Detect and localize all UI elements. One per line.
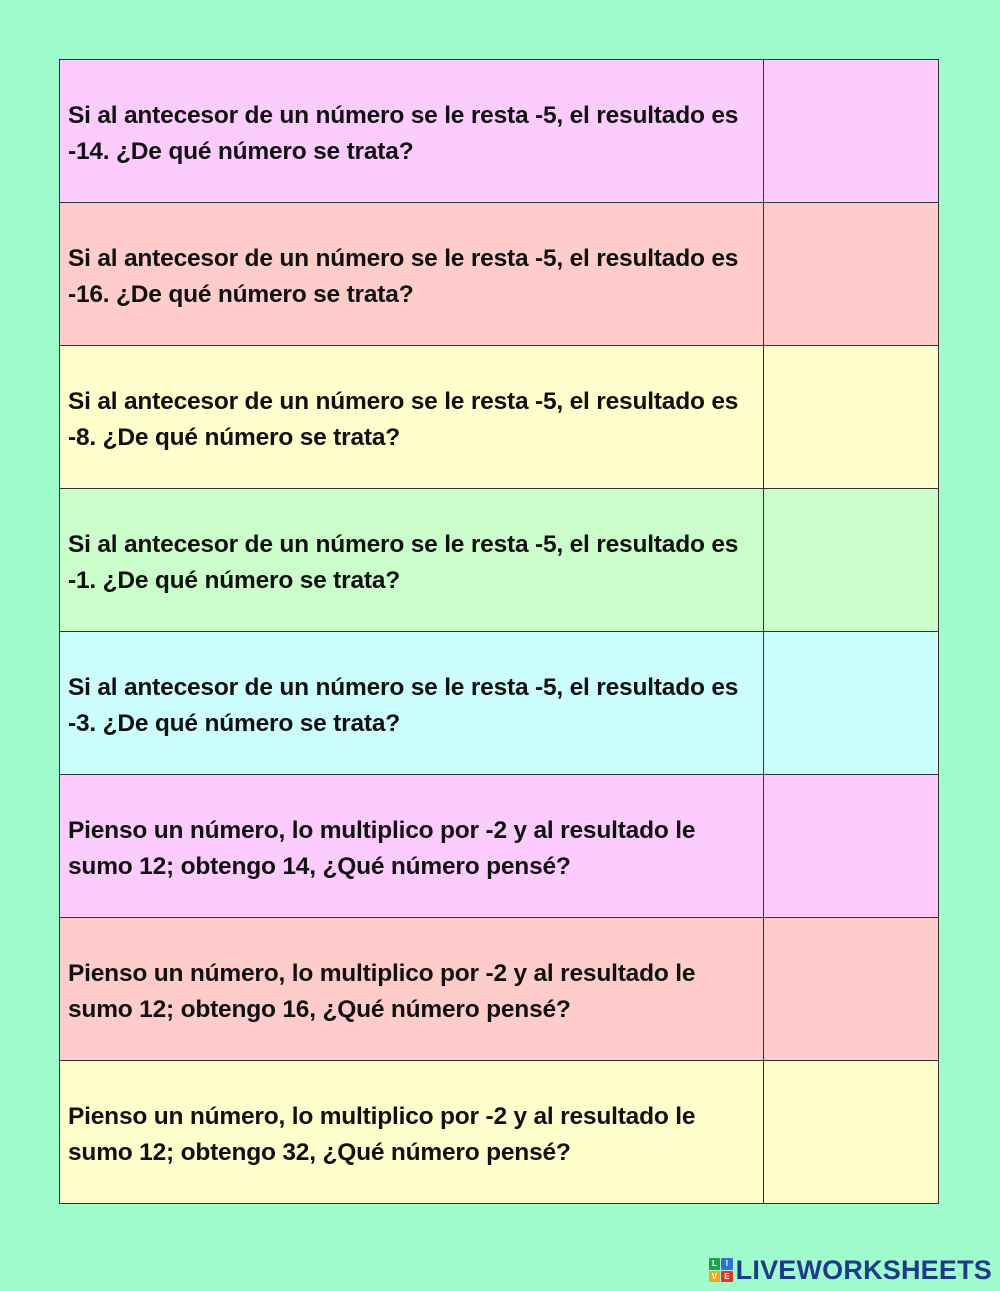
- table-row: [60, 60, 939, 203]
- answer-cell-8: [764, 1061, 939, 1204]
- answer-input-2[interactable]: [764, 203, 938, 345]
- question-text-8: Pienso un número, lo multiplico por -2 y al resultado le sumo 12; obtengo 32, ¿Qué número pensé?: [68, 1103, 696, 1166]
- question-cell-8: [60, 1061, 764, 1204]
- question-text-5: Si al antecesor de un número se le resta -5, el resultado es -3. ¿De qué número se trata?: [68, 674, 739, 737]
- question-text-7: Pienso un número, lo multiplico por -2 y al resultado le sumo 12; obtengo 16, ¿Qué número pensé?: [68, 960, 696, 1023]
- question-text-6: Pienso un número, lo multiplico por -2 y al resultado le sumo 12; obtengo 14, ¿Qué número pensé?: [68, 817, 696, 880]
- answer-cell-2: [764, 203, 939, 346]
- answer-input-8[interactable]: [764, 1061, 938, 1203]
- logo-letter-i: I: [721, 1258, 733, 1270]
- answer-input-7[interactable]: [764, 918, 938, 1060]
- table-row: [60, 1061, 939, 1204]
- table-row: [60, 346, 939, 489]
- question-cell-2: [60, 203, 764, 346]
- liveworksheets-logo-icon: [709, 1258, 733, 1282]
- answer-cell-7: [764, 918, 939, 1061]
- question-text-2: Si al antecesor de un número se le resta -5, el resultado es -16. ¿De qué número se trata?: [68, 245, 739, 308]
- answer-input-1[interactable]: [764, 60, 938, 202]
- answer-cell-6: [764, 775, 939, 918]
- table-row: [60, 775, 939, 918]
- question-cell-7: [60, 918, 764, 1061]
- answer-input-3[interactable]: [764, 346, 938, 488]
- answer-cell-1: [764, 60, 939, 203]
- answer-cell-5: [764, 632, 939, 775]
- table-row: [60, 489, 939, 632]
- question-cell-4: [60, 489, 764, 632]
- answer-input-6[interactable]: [764, 775, 938, 917]
- answer-input-4[interactable]: [764, 489, 938, 631]
- logo-letter-v: V: [709, 1271, 721, 1283]
- worksheet-table: [59, 59, 939, 1204]
- question-text-3: Si al antecesor de un número se le resta -5, el resultado es -8. ¿De qué número se trata?: [68, 388, 739, 451]
- question-cell-5: [60, 632, 764, 775]
- answer-cell-3: [764, 346, 939, 489]
- liveworksheets-brand: [709, 1255, 992, 1285]
- question-text-4: Si al antecesor de un número se le resta -5, el resultado es -1. ¿De qué número se trata?: [68, 531, 739, 594]
- question-cell-3: [60, 346, 764, 489]
- answer-cell-4: [764, 489, 939, 632]
- question-cell-1: [60, 60, 764, 203]
- logo-letter-e: E: [721, 1271, 733, 1283]
- table-row: [60, 632, 939, 775]
- table-row: [60, 203, 939, 346]
- table-row: [60, 918, 939, 1061]
- question-cell-6: [60, 775, 764, 918]
- answer-input-5[interactable]: [764, 632, 938, 774]
- logo-letter-l: L: [709, 1258, 721, 1270]
- question-text-1: Si al antecesor de un número se le resta -5, el resultado es -14. ¿De qué número se trata?: [68, 102, 739, 165]
- brand-name: LIVEWORKSHEETS: [735, 1254, 992, 1285]
